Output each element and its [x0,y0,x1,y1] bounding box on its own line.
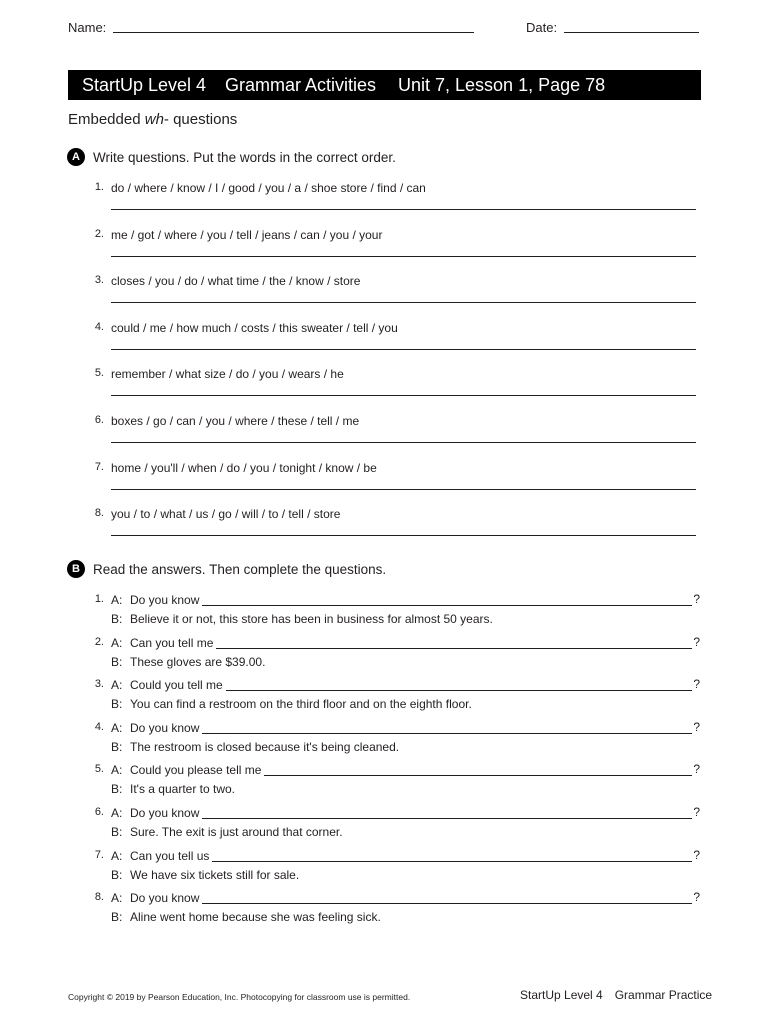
exercise-a-item [92,367,696,407]
question-mark: ? [693,805,700,819]
speaker-a-label: A: [111,806,123,820]
answer-line[interactable] [111,256,696,257]
item-number: 4. [94,720,104,733]
item-number: 7. [94,460,104,473]
word-prompt: closes / you / do / what time / the / know / store [111,274,361,289]
title-location: Unit 7, Lesson 1, Page 78 [398,75,606,95]
speaker-b-label: B: [111,825,123,839]
exercise-b-item [92,678,700,718]
item-number: 5. [94,367,104,380]
answer-line[interactable] [111,442,696,443]
speaker-a-label: A: [111,635,123,650]
exercise-b-item [92,849,700,889]
answer-line[interactable] [130,605,692,606]
section-b-badge: B [67,560,85,578]
name-field-line[interactable] [113,32,474,33]
exercise-a-item [92,507,696,547]
question-stem: Do you know [130,593,202,607]
item-number: 1. [94,593,104,605]
word-prompt: boxes / go / can / you / where / these / tell / me [111,414,360,428]
item-number: 2. [94,635,104,648]
question-mark: ? [693,719,700,734]
footer-series: StartUp Level 4 [520,988,603,1002]
speaker-b-label: B: [111,654,123,669]
exercise-a-item [92,414,696,454]
speaker-b-label: B: [111,782,123,797]
footer-copyright: Copyright © 2019 by Pearson Education, Inc. Photocopying for classroom use is permitted. [68,992,411,1002]
item-number: 8. [94,891,104,904]
question-mark: ? [693,890,700,905]
speaker-a-label: A: [111,593,123,607]
answer-text: Sure. The exit is just around that corner. [130,825,343,839]
speaker-a-label: A: [111,891,123,906]
title-series: StartUp Level 4 [82,75,207,95]
word-prompt: do / where / know / I / good / you / a / shoe store / find / can [111,181,426,195]
item-number: 7. [94,848,104,861]
question-stem: Could you tell me [130,678,226,692]
section-a-badge: A [67,148,85,166]
item-number: 3. [94,678,104,691]
answer-text: We have six tickets still for sale. [130,867,300,882]
word-prompt: me / got / where / you / tell / jeans / can / you / your [111,227,383,242]
question-mark: ? [693,592,700,606]
answer-line[interactable] [130,861,692,862]
answer-line[interactable] [130,903,692,904]
exercise-a-item [92,181,696,221]
question-stem: Can you tell me [130,636,216,650]
exercise-b-item [92,636,700,676]
speaker-b-label: B: [111,867,123,882]
question-mark: ? [693,634,700,649]
name-label: Name: [68,20,107,35]
speaker-b-label: B: [111,612,123,626]
title-bar [68,70,701,100]
page-subtitle [68,111,237,128]
section-b-instruction: Read the answers. Then complete the questions. [93,561,387,577]
answer-line[interactable] [130,818,692,819]
answer-line[interactable] [111,535,696,536]
section-a-heading [67,148,396,166]
answer-line[interactable] [111,395,696,396]
section-b-heading [67,560,386,578]
item-number: 4. [94,320,104,333]
footer-product: Grammar Practice [614,988,713,1002]
question-stem: Do you know [130,891,202,905]
exercise-b-item [92,721,700,761]
date-field-line[interactable] [564,32,699,33]
answer-text: It's a quarter to two. [130,782,236,797]
exercise-b-item [92,891,700,931]
answer-text: You can find a restroom on the third floor and on the eighth floor. [130,697,472,712]
question-mark: ? [693,677,700,692]
item-number: 3. [94,274,104,287]
answer-line[interactable] [111,302,696,303]
answer-text: Believe it or not, this store has been in business for almost 50 years. [130,612,493,626]
answer-text: The restroom is closed because it's being cleaned. [130,739,400,754]
speaker-a-label: A: [111,720,123,735]
exercise-a-item [92,228,696,268]
speaker-b-label: B: [111,697,123,712]
answer-line[interactable] [111,209,696,210]
question-stem: Do you know [130,806,202,820]
question-stem: Can you tell us [130,849,212,863]
speaker-a-label: A: [111,678,123,693]
answer-text: These gloves are $39.00. [130,654,266,669]
section-a-instruction: Write questions. Put the words in the correct order. [93,149,396,165]
exercise-a-item [92,321,696,361]
speaker-a-label: A: [111,848,123,863]
word-prompt: remember / what size / do / you / wears / he [111,367,344,382]
subtitle-italic: wh [144,111,164,128]
answer-text: Aline went home because she was feeling sick. [130,910,381,925]
title-activity: Grammar Activities [225,75,377,95]
word-prompt: you / to / what / us / go / will / to / tell / store [111,507,341,522]
exercise-b-item [92,593,700,633]
speaker-b-label: B: [111,910,123,925]
question-stem: Do you know [130,721,202,735]
date-label: Date: [526,20,558,35]
question-mark: ? [693,762,700,777]
answer-line[interactable] [130,733,692,734]
word-prompt: home / you'll / when / do / you / tonight / know / be [111,460,377,475]
item-number: 8. [94,507,104,520]
item-number: 6. [94,414,104,426]
question-stem: Could you please tell me [130,763,264,777]
item-number: 1. [94,181,104,193]
item-number: 6. [94,806,104,818]
subtitle-suffix: - questions [163,111,238,128]
answer-line[interactable] [111,489,696,490]
speaker-a-label: A: [111,763,123,778]
exercise-a-item [92,461,696,501]
answer-line[interactable] [111,349,696,350]
word-prompt: could / me / how much / costs / this sweater / tell / you [111,320,398,335]
exercise-b-item [92,806,700,846]
question-mark: ? [693,847,700,862]
item-number: 2. [94,227,104,240]
speaker-b-label: B: [111,739,123,754]
item-number: 5. [94,763,104,776]
subtitle-prefix: Embedded [68,111,145,128]
exercise-b-item [92,763,700,803]
exercise-a-item [92,274,696,314]
footer-brand [520,988,712,1002]
